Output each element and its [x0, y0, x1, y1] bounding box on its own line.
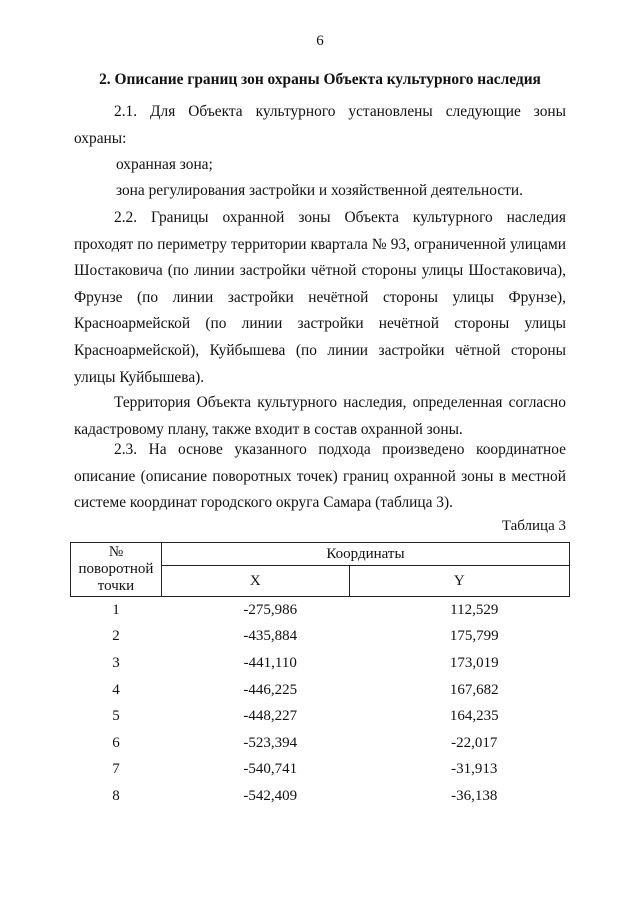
y-coordinate-cell: 167,682	[449, 681, 499, 698]
paragraph-line: 2.2. Границы охранной зоны Объекта культурного наследия	[114, 209, 566, 226]
x-coordinate-cell: -448,227	[243, 708, 298, 725]
point-number-cell: 7	[112, 761, 120, 778]
y-coordinate-cell: 175,799	[449, 628, 499, 645]
table-body	[71, 597, 570, 810]
table-row	[71, 783, 570, 810]
y-coordinate-cell: -22,017	[451, 734, 498, 751]
paragraph-line: системе координат городского округа Самара (таблица 3).	[74, 494, 453, 512]
paragraph-line: Фрунзе (по линии застройки нечётной стороны улицы Фрунзе),	[74, 288, 566, 306]
y-coordinate-cell: -31,913	[451, 761, 498, 778]
paragraph-line: проходят по периметру территории квартала № 93, ограниченной улицами	[74, 235, 566, 253]
territory-paragraph	[74, 390, 566, 443]
header-coordinates: Координаты	[161, 543, 569, 566]
section-2-1-line: 2.1. Для Объекта культурного установлены следующие зоны	[114, 103, 566, 120]
table-row	[71, 703, 570, 730]
x-coordinate-cell: -540,741	[243, 761, 298, 778]
section-heading: 2. Описание границ зон охраны Объекта культурного наследия	[99, 71, 541, 88]
page-number: 6	[316, 33, 324, 49]
x-coordinate-cell: -446,225	[243, 681, 298, 698]
list-item: зона регулирования застройки и хозяйственной деятельности.	[116, 182, 523, 199]
point-number-cell: 3	[112, 654, 120, 671]
paragraph-line: Красноармейской (по линии застройки нечётной стороны улицы	[74, 315, 566, 333]
header-x: X	[161, 566, 349, 597]
y-coordinate-cell: -36,138	[451, 787, 498, 804]
x-coordinate-cell: -441,110	[243, 654, 297, 671]
table-row	[71, 730, 570, 757]
section-2-2	[74, 205, 566, 391]
paragraph-line: Шостаковича (по линии застройки чётной стороны улицы Шостаковича),	[74, 262, 566, 280]
y-coordinate-cell: 112,529	[450, 601, 499, 618]
x-coordinate-cell: -542,409	[243, 787, 298, 804]
y-coordinate-cell: 173,019	[449, 654, 499, 671]
table-row	[71, 650, 570, 677]
table-label: Таблица 3	[501, 518, 566, 534]
section-2-3	[74, 437, 566, 517]
table-row	[71, 677, 570, 704]
list-item: охранная зона;	[116, 156, 213, 173]
paragraph-line: Красноармейской), Куйбышева (по линии застройки чётной стороны	[74, 341, 566, 359]
point-number-cell: 8	[112, 787, 120, 804]
table-row	[71, 757, 570, 784]
paragraph-line: Территория Объекта культурного наследия, определенная согласно	[114, 394, 566, 411]
point-number-cell: 6	[112, 734, 120, 751]
x-coordinate-cell: -275,986	[243, 601, 298, 618]
point-number-cell: 4	[112, 681, 120, 698]
paragraph-line: описание (описание поворотных точек) границ охранной зоны в местной	[74, 467, 566, 485]
paragraph-line: улицы Куйбышева).	[74, 368, 205, 386]
section-2-1-line: охраны:	[74, 129, 127, 147]
y-coordinate-cell: 164,235	[449, 708, 499, 725]
paragraph-line: 2.3. На основе указанного подхода произведено координатное	[114, 441, 566, 458]
paragraph-line: кадастровому плану, также входит в состав охранной зоны.	[74, 420, 463, 438]
point-number-cell: 5	[112, 708, 120, 725]
header-y: Y	[349, 566, 569, 597]
coordinates-table	[70, 542, 570, 810]
section-2-1	[74, 99, 566, 152]
table-row	[71, 624, 570, 651]
point-number-cell: 1	[112, 601, 120, 618]
x-coordinate-cell: -523,394	[243, 734, 298, 751]
header-point-number: № поворотной точки	[71, 543, 162, 597]
point-number-cell: 2	[112, 628, 120, 645]
table-row	[71, 597, 570, 624]
x-coordinate-cell: -435,884	[243, 628, 298, 645]
